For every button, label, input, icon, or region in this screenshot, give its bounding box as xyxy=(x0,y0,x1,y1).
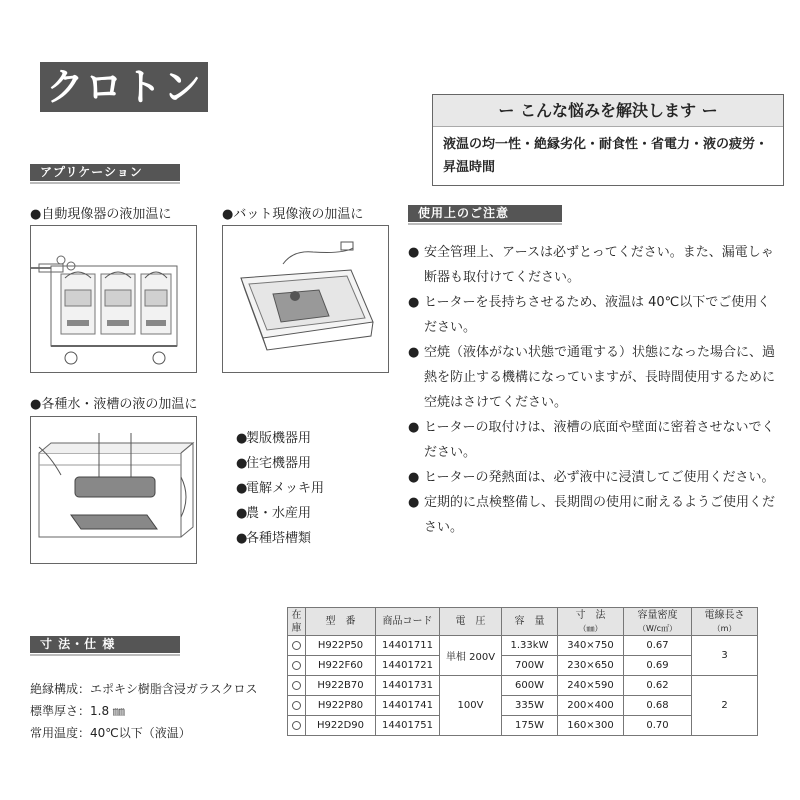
caution-notes xyxy=(408,240,780,540)
bullet: ● xyxy=(236,431,248,446)
tank-illustration xyxy=(30,416,197,564)
list-item: ●農・水産用 xyxy=(236,501,324,526)
stock-radio[interactable] xyxy=(288,676,306,696)
stock-radio[interactable] xyxy=(288,636,306,656)
registered-mark: ® xyxy=(48,112,65,131)
list-item: ●住宅機器用 xyxy=(236,451,324,476)
spec-line: 絶縁構成：エポキシ樹脂含浸ガラスクロス xyxy=(30,682,258,696)
list-item: ● ヒーターの取付けは、液槽の底面や壁面に密着させないでください。 xyxy=(408,420,775,460)
list-item: ● 空焼（液体がない状態で通電する）状態になった場合に、過熱を防止する機構になっていますが、長時間使用するために空焼はさけてください。 xyxy=(408,345,776,410)
table-row: H922P80 14401741 335W 200×400 0.68 xyxy=(288,696,758,716)
auto-developer-illustration xyxy=(30,225,197,373)
solve-title: ー こんな悩みを解決します ー xyxy=(433,95,783,127)
app-label-auto-developer: ●自動現像器の液加温に xyxy=(30,207,172,222)
vat-developer-drawing xyxy=(223,226,388,372)
list-item: ●各種塔槽類 xyxy=(236,526,324,551)
list-item: ●電解メッキ用 xyxy=(236,476,324,501)
uses-list xyxy=(236,426,324,551)
list-item: ● ヒーターの発熱面は、必ず液中に浸漬してご使用ください。 xyxy=(408,470,775,485)
spec-line: 常用温度：40℃以下（液温） xyxy=(30,726,191,740)
col-header-capacity: 容 量 xyxy=(502,608,558,636)
col-header-density: 容量密度 （W/c㎡） xyxy=(624,608,692,636)
bullet: ● xyxy=(236,456,248,471)
bullet: ● xyxy=(236,531,248,546)
table-row: H922P50 14401711 単相 200V 1.33kW 340×750 0.67 3 xyxy=(288,636,758,656)
spec-text xyxy=(30,678,258,744)
col-header-model: 型 番 xyxy=(306,608,376,636)
vat-developer-illustration xyxy=(222,225,389,373)
table-row: H922D90 14401751 175W 160×300 0.70 xyxy=(288,716,758,736)
table-header-row xyxy=(288,608,758,636)
stock-radio[interactable] xyxy=(288,656,306,676)
list-item: ● ヒーターを長持ちさせるため、液温は 40℃以下でご使用ください。 xyxy=(408,295,771,335)
tank-drawing xyxy=(31,417,196,563)
solve-body: 液温の均一性・絶縁劣化・耐食性・省電力・液の疲労・昇温時間 xyxy=(443,137,769,175)
spec-table xyxy=(287,607,758,736)
bullet: ● xyxy=(236,506,248,521)
section-specs: 寸 法・仕 様 xyxy=(30,636,180,653)
section-caution: 使用上のご注意 xyxy=(408,205,562,222)
table-row: H922B70 14401731 100V 600W 240×590 0.62 2 xyxy=(288,676,758,696)
brand-logo xyxy=(40,62,208,131)
list-item: ●製版機器用 xyxy=(236,426,324,451)
col-header-size: 寸 法 （㎜） xyxy=(558,608,624,636)
list-item: ● 安全管理上、アースは必ずとってください。また、漏電しゃ断器も取付けてください。 xyxy=(408,245,774,285)
table-row: H922F60 14401721 700W 230×650 0.69 xyxy=(288,656,758,676)
solve-box xyxy=(432,94,784,186)
app-label-tanks: ●各種水・液槽の液の加温に xyxy=(30,397,198,412)
col-header-code: 商品コード xyxy=(376,608,440,636)
bullet: ● xyxy=(236,481,248,496)
spec-line: 標準厚さ：1.8 ㎜ xyxy=(30,704,125,718)
list-item: ● 定期的に点検整備し、長期間の使用に耐えるようご使用ください。 xyxy=(408,495,776,535)
stock-radio[interactable] xyxy=(288,696,306,716)
app-label-vat-developer: ●バット現像液の加温に xyxy=(222,207,364,222)
stock-radio[interactable] xyxy=(288,716,306,736)
col-header-voltage: 電 圧 xyxy=(440,608,502,636)
col-header-wire: 電線長さ （m） xyxy=(692,608,758,636)
auto-developer-drawing xyxy=(31,226,196,372)
col-header-stock: 在庫 xyxy=(288,608,306,636)
brand-name: クロトン xyxy=(46,65,203,109)
section-application: アプリケーション xyxy=(30,164,180,181)
